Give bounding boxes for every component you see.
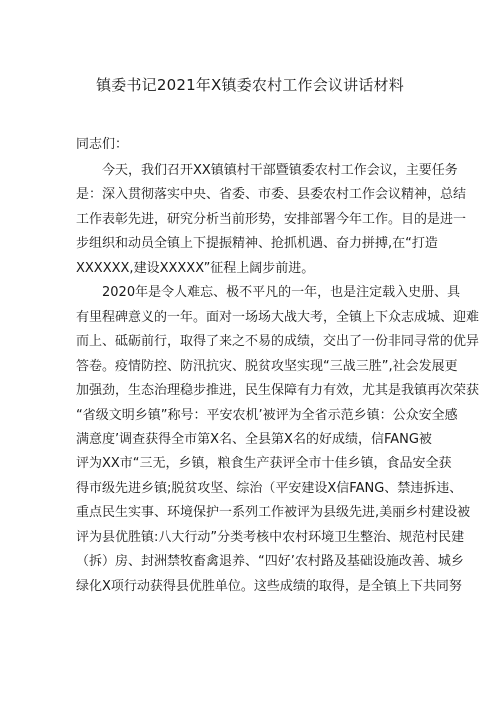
paragraph-line: 是：深入贯彻落实中央、省委、市委、县委农村工作会议精神，总结	[76, 187, 467, 203]
paragraph-2	[76, 281, 480, 599]
paragraph-line: 有里程碑意义的一年。面对一场场大战大考，全镇上下众志成城、迎难	[76, 309, 480, 325]
paragraph-line: 得市级先进乡镇;脱贫攻坚、综治（平安建设X信FANG、禁违拆违、	[76, 480, 463, 496]
paragraph-line: 工作表彰先进，研究分析当前形势，安排部署今年工作。目的是进一	[76, 211, 467, 227]
paragraph-line: 2020年是令人难忘、极不平凡的一年，也是注定载入史册、具	[102, 285, 461, 301]
salutation: 同志们：	[76, 137, 129, 152]
paragraph-line: 绿化X项行动获得县优胜单位。这些成绩的取得，是全镇上下共同努	[76, 578, 462, 594]
paragraph-line: 评为县优胜镇:八大行动”分类考核中农村环境卫生整治、规范村民建	[76, 529, 465, 545]
document-title: 镇委书记2021年X镇委农村工作会议讲话材料	[96, 76, 404, 94]
paragraph-line: （拆）房、封洲禁牧畜禽退养、“四好’农村路及基础设施改善、城乡	[76, 554, 464, 570]
paragraph-line: “省级文明乡镇”称号：平安农机’被评为全省示范乡镇：公众安全感	[76, 407, 458, 423]
paragraph-line: 重点民生实事、环境保护一系列工作被评为县级先进,美丽乡村建设被	[76, 505, 471, 521]
paragraph-line: 今天，我们召开XX镇镇村干部暨镇委农村工作会议，主要任务	[102, 163, 458, 178]
paragraph-line: 加强劲，生态治理稳步推进，民生保障有力有效，尤其是我镇再次荣获	[76, 383, 480, 399]
paragraph-line: 评为XX市“三无，乡镇，粮食生产获评全市十佳乡镇，食品安全获	[76, 456, 452, 472]
paragraph-line: 步组织和动员全镇上下提振精神、抢抓机遇、奋力拼搏,在“打造	[76, 236, 438, 252]
paragraph-line: 答卷。疫情防控、防汛抗灾、脱贫攻坚实现“三战三胜”,社会发展更	[76, 358, 458, 374]
document-body	[76, 159, 480, 599]
paragraph-line: 满意度’调查获得全市第X名、全县第X名的好成绩，信FANG被	[76, 431, 432, 447]
paragraph-line: 而上、砥砺前行，取得了来之不易的成绩，交出了一份非同寻常的优异	[76, 334, 480, 350]
paragraph-line: XXXXXX,建设XXXXX”征程上阔步前进。	[76, 260, 315, 276]
paragraph-1	[76, 159, 467, 281]
